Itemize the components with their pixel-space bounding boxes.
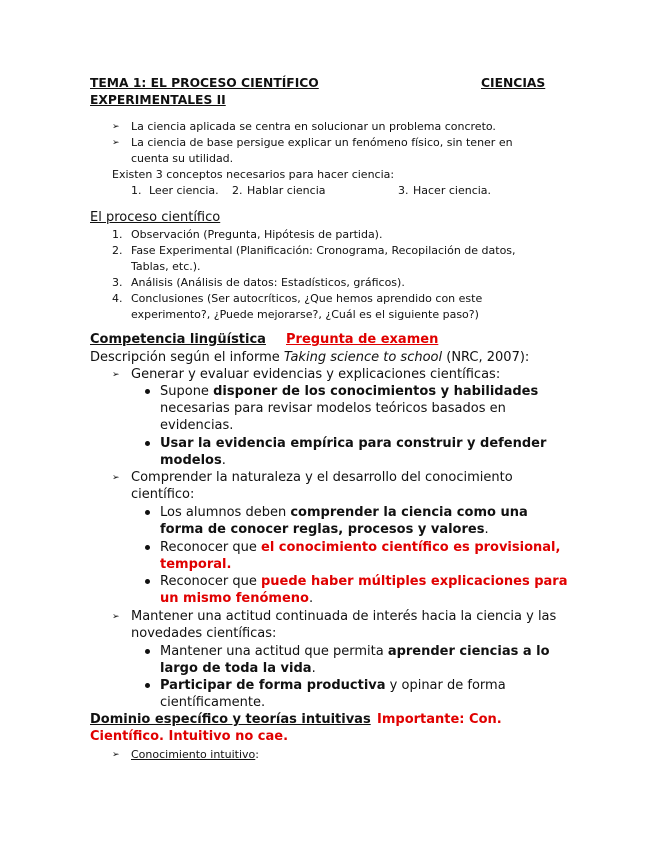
intro-item: La ciencia de base persigue explicar un fenómeno físico, sin tener en [131, 136, 513, 149]
concept-item: Hablar ciencia [247, 184, 326, 197]
competencia-point-cont: novedades científicas: [131, 626, 277, 641]
competencia-subpoint-cont: evidencias. [160, 418, 234, 433]
competencia-subpoint-cont: modelos. [160, 453, 226, 468]
bullet-dot-icon [145, 441, 150, 446]
concept-num: 1. [131, 184, 142, 197]
competencia-subpoint: Los alumnos deben comprender la ciencia como una [160, 505, 528, 520]
doc-subject-line2: EXPERIMENTALES II [90, 93, 226, 107]
step-text-cont: Tablas, etc.). [131, 260, 201, 273]
step-text: Conclusiones (Ser autocríticos, ¿Que hemos aprendido con este [131, 292, 483, 305]
step-num: 1. [112, 228, 123, 241]
bullet-dot-icon [145, 545, 150, 550]
competencia-subpoint-cont: científicamente. [160, 695, 266, 710]
arrow-bullet-icon: ➢ [112, 612, 120, 622]
section-heading-proceso: El proceso científico [90, 210, 221, 225]
competencia-subpoint-cont: forma de conocer reglas, procesos y valores. [160, 522, 489, 537]
step-num: 3. [112, 276, 123, 289]
arrow-bullet-icon: ➢ [112, 122, 120, 132]
competencia-subpoint: Participar de forma productiva y opinar de forma [160, 678, 506, 693]
competencia-point: Comprender la naturaleza y el desarrollo del conocimiento [131, 470, 513, 485]
bullet-dot-icon [145, 649, 150, 654]
bullet-dot-icon [145, 510, 150, 515]
arrow-bullet-icon: ➢ [112, 750, 120, 760]
step-text: Fase Experimental (Planificación: Cronograma, Recopilación de datos, [131, 244, 516, 257]
competencia-subpoint-cont: largo de toda la vida. [160, 661, 316, 676]
competencia-subpoint-cont: un mismo fenómeno. [160, 591, 314, 606]
bullet-dot-icon [145, 683, 150, 688]
arrow-bullet-icon: ➢ [112, 138, 120, 148]
intro-item: La ciencia aplicada se centra en solucionar un problema concreto. [131, 120, 496, 133]
exam-tag: Pregunta de examen [286, 332, 439, 347]
important-tag-cont: Científico. Intuitivo no cae. [90, 729, 289, 744]
dominio-item: Conocimiento intuitivo: [131, 748, 259, 761]
competencia-subpoint: Reconocer que el conocimiento científico es provisional, [160, 540, 561, 555]
step-num: 4. [112, 292, 123, 305]
bullet-dot-icon [145, 389, 150, 394]
competencia-subpoint: Reconocer que puede haber múltiples explicaciones para [160, 574, 568, 589]
competencia-point: Mantener una actitud continuada de interés hacia la ciencia y las [131, 609, 557, 624]
section-heading-dominio: Dominio específico y teorías intuitivas [90, 712, 371, 727]
step-num: 2. [112, 244, 123, 257]
competencia-subpoint: Mantener una actitud que permita aprender ciencias a lo [160, 644, 550, 659]
step-text-cont: experimento?, ¿Puede mejorarse?, ¿Cuál es el siguiente paso?) [131, 308, 479, 321]
competencia-point-cont: científico: [131, 487, 195, 502]
competencia-subpoint-cont: necesarias para revisar modelos teóricos basados en [160, 401, 506, 416]
concept-num: 3. [398, 184, 409, 197]
concept-item: Leer ciencia. [149, 184, 219, 197]
competencia-subpoint: Usar la evidencia empírica para construir y defender [160, 436, 547, 451]
arrow-bullet-icon: ➢ [112, 370, 120, 380]
concepts-intro: Existen 3 conceptos necesarios para hacer ciencia: [112, 168, 395, 181]
doc-title: TEMA 1: EL PROCESO CIENTÍFICO [90, 76, 319, 90]
doc-subject: CIENCIAS [481, 76, 546, 90]
competencia-subpoint-cont: temporal. [160, 557, 232, 572]
competencia-subpoint: Supone disponer de los conocimientos y habilidades [160, 384, 539, 399]
step-text: Observación (Pregunta, Hipótesis de partida). [131, 228, 383, 241]
arrow-bullet-icon: ➢ [112, 473, 120, 483]
section-heading-competencia: Competencia lingüística [90, 332, 266, 347]
concept-num: 2. [232, 184, 243, 197]
step-text: Análisis (Análisis de datos: Estadísticos, gráficos). [131, 276, 405, 289]
intro-item-cont: cuenta su utilidad. [131, 152, 234, 165]
competencia-point: Generar y evaluar evidencias y explicaciones científicas: [131, 367, 501, 382]
important-tag: Importante: Con. [377, 712, 502, 727]
competencia-description: Descripción según el informe Taking science to school (NRC, 2007): [90, 350, 530, 365]
concept-item: Hacer ciencia. [413, 184, 492, 197]
bullet-dot-icon [145, 579, 150, 584]
